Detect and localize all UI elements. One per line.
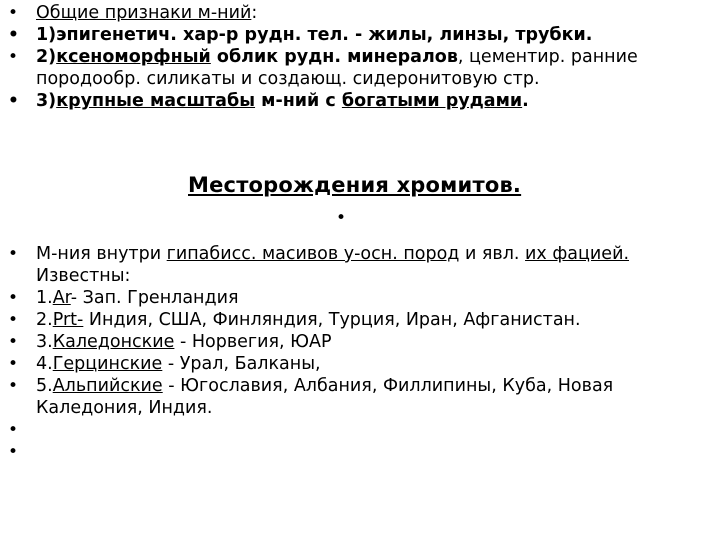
- empty-bullet-2: [0, 441, 700, 463]
- scale-prefix: 3): [36, 91, 57, 111]
- deposits-mid: и явл.: [459, 244, 526, 264]
- xeno-underlined: ксеноморфный: [56, 47, 211, 67]
- center-bullet: •: [336, 208, 347, 228]
- scale-underlined-2: богатыми рудами: [341, 91, 523, 111]
- age-num: 4.: [36, 354, 53, 374]
- known-label: Известны:: [36, 266, 131, 286]
- age-era: Герцинские: [52, 354, 163, 374]
- age-sep: -: [70, 288, 83, 308]
- age-num: 5.: [36, 376, 53, 396]
- age-item-alpine: [0, 375, 700, 419]
- deposits-lead: М-ния внутри: [36, 244, 167, 264]
- hypabyssal-massifs: гипабисс. масивов у-осн. пород: [166, 244, 460, 264]
- age-era: Prt-: [52, 310, 84, 330]
- xeno-rest: , цементир. ранние породообр. силикаты и создающ. сидеронитовую стр.: [36, 47, 638, 89]
- age-num: 3.: [36, 332, 53, 352]
- age-item-hercynian: [0, 353, 700, 375]
- age-places: Индия, США, Финляндия, Турция, Иран, Афганистан.: [88, 310, 581, 330]
- empty-bullet-1: [0, 419, 700, 441]
- age-sep: -: [162, 376, 181, 396]
- intro-item-epigenetic: [0, 24, 700, 46]
- age-era: Альпийские: [52, 376, 163, 396]
- age-num: 2.: [36, 310, 53, 330]
- intro-list: [0, 2, 700, 112]
- intro-item-general: [0, 2, 700, 24]
- scale-middle: м-ний с: [255, 91, 342, 111]
- colon: :: [251, 3, 258, 23]
- age-places: Зап. Гренландия: [82, 288, 239, 308]
- facies-text: их фацией.: [525, 244, 630, 264]
- scale-end: .: [522, 91, 529, 111]
- general-features-label: Общие признаки м-ний: [36, 3, 252, 23]
- deposits-list: [0, 243, 700, 463]
- age-places: Югославия, Албания, Филлипины, Куба, Новая Каледония, Индия.: [36, 376, 614, 418]
- xeno-bold-rest: облик рудн. минералов: [210, 47, 458, 67]
- age-num: 1.: [36, 288, 53, 308]
- age-era: Каледонские: [52, 332, 175, 352]
- xeno-prefix: 2): [36, 47, 57, 67]
- intro-item-xenomorphic: [0, 46, 700, 90]
- intro-item-scale: [0, 90, 700, 112]
- page-title: Месторождения хромитов.: [188, 173, 522, 197]
- age-sep: -: [162, 354, 180, 374]
- age-item-proterozoic: [0, 309, 700, 331]
- age-era: Ar: [52, 288, 71, 308]
- age-places: Урал, Балканы,: [179, 354, 321, 374]
- scale-underlined-1: крупные масштабы: [56, 91, 256, 111]
- deposits-intro-item: [0, 243, 700, 287]
- age-item-caledonian: [0, 331, 700, 353]
- epigenetic-text: 1)эпигенетич. хар-р рудн. тел. - жилы, линзы, трубки.: [36, 25, 593, 45]
- age-places: Норвегия, ЮАР: [191, 332, 332, 352]
- age-item-archean: [0, 287, 700, 309]
- age-sep: -: [174, 332, 192, 352]
